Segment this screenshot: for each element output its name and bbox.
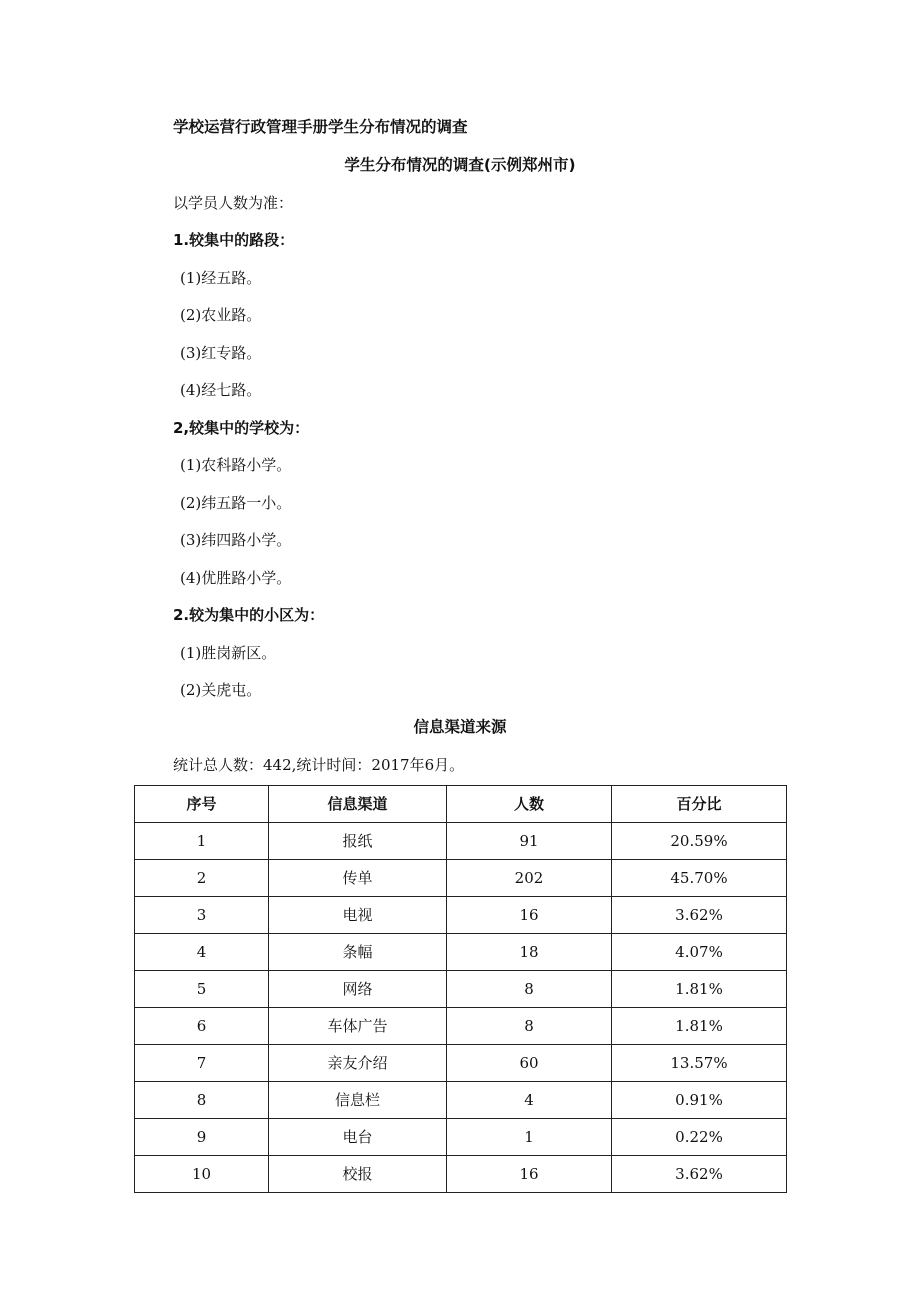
list-item-road: (3)红专路。 xyxy=(180,344,262,362)
cell-channel: 传单 xyxy=(269,860,447,897)
cell-count: 1 xyxy=(447,1119,612,1156)
info-channel-table xyxy=(134,785,787,1193)
cell-percent: 45.70% xyxy=(612,860,787,897)
list-item-community: (2)关虎屯。 xyxy=(180,681,262,699)
cell-count: 4 xyxy=(447,1082,612,1119)
table-row xyxy=(135,1082,787,1119)
stats-summary: 统计总人数：442,统计时间：2017年6月。 xyxy=(173,756,465,774)
cell-count: 60 xyxy=(447,1045,612,1082)
section-heading-schools: 2,较集中的学校为： xyxy=(173,419,310,437)
cell-count: 16 xyxy=(447,1156,612,1193)
cell-channel: 信息栏 xyxy=(269,1082,447,1119)
column-header-index: 序号 xyxy=(135,786,269,823)
basis-note: 以学员人数为准： xyxy=(173,194,294,212)
table-row xyxy=(135,860,787,897)
list-item-road: (1)经五路。 xyxy=(180,269,262,287)
cell-index: 10 xyxy=(135,1156,269,1193)
cell-index: 8 xyxy=(135,1082,269,1119)
cell-count: 16 xyxy=(447,897,612,934)
column-header-channel: 信息渠道 xyxy=(269,786,447,823)
list-item-road: (4)经七路。 xyxy=(180,381,262,399)
table-row xyxy=(135,823,787,860)
cell-index: 6 xyxy=(135,1008,269,1045)
list-item-road: (2)农业路。 xyxy=(180,306,262,324)
table-row xyxy=(135,1119,787,1156)
cell-percent: 13.57% xyxy=(612,1045,787,1082)
cell-count: 202 xyxy=(447,860,612,897)
table-row xyxy=(135,971,787,1008)
table-row xyxy=(135,1156,787,1193)
table-row xyxy=(135,897,787,934)
document-title: 学校运营行政管理手册学生分布情况的调查 xyxy=(173,118,468,136)
cell-percent: 20.59% xyxy=(612,823,787,860)
cell-percent: 0.91% xyxy=(612,1082,787,1119)
cell-percent: 1.81% xyxy=(612,1008,787,1045)
column-header-count: 人数 xyxy=(447,786,612,823)
table-header-row xyxy=(135,786,787,823)
cell-channel: 条幅 xyxy=(269,934,447,971)
cell-index: 9 xyxy=(135,1119,269,1156)
cell-index: 3 xyxy=(135,897,269,934)
cell-index: 5 xyxy=(135,971,269,1008)
list-item-school: (1)农科路小学。 xyxy=(180,456,292,474)
cell-count: 8 xyxy=(447,971,612,1008)
cell-channel: 报纸 xyxy=(269,823,447,860)
section-heading-roads: 1.较集中的路段： xyxy=(173,231,295,249)
cell-percent: 3.62% xyxy=(612,1156,787,1193)
cell-channel: 电台 xyxy=(269,1119,447,1156)
list-item-community: (1)胜岗新区。 xyxy=(180,644,277,662)
cell-count: 91 xyxy=(447,823,612,860)
cell-index: 4 xyxy=(135,934,269,971)
cell-channel: 校报 xyxy=(269,1156,447,1193)
list-item-school: (4)优胜路小学。 xyxy=(180,569,292,587)
cell-count: 18 xyxy=(447,934,612,971)
cell-index: 2 xyxy=(135,860,269,897)
cell-channel: 亲友介绍 xyxy=(269,1045,447,1082)
cell-index: 1 xyxy=(135,823,269,860)
cell-index: 7 xyxy=(135,1045,269,1082)
cell-channel: 车体广告 xyxy=(269,1008,447,1045)
list-item-school: (3)纬四路小学。 xyxy=(180,531,292,549)
cell-channel: 网络 xyxy=(269,971,447,1008)
document-subtitle: 学生分布情况的调查(示例郑州市) xyxy=(344,156,576,174)
table-row xyxy=(135,1008,787,1045)
table-title: 信息渠道来源 xyxy=(413,718,507,736)
column-header-percent: 百分比 xyxy=(612,786,787,823)
cell-percent: 3.62% xyxy=(612,897,787,934)
table-row xyxy=(135,934,787,971)
table-row xyxy=(135,1045,787,1082)
cell-count: 8 xyxy=(447,1008,612,1045)
list-item-school: (2)纬五路一小。 xyxy=(180,494,292,512)
section-heading-communities: 2.较为集中的小区为： xyxy=(173,606,325,624)
cell-percent: 0.22% xyxy=(612,1119,787,1156)
cell-percent: 1.81% xyxy=(612,971,787,1008)
cell-percent: 4.07% xyxy=(612,934,787,971)
cell-channel: 电视 xyxy=(269,897,447,934)
